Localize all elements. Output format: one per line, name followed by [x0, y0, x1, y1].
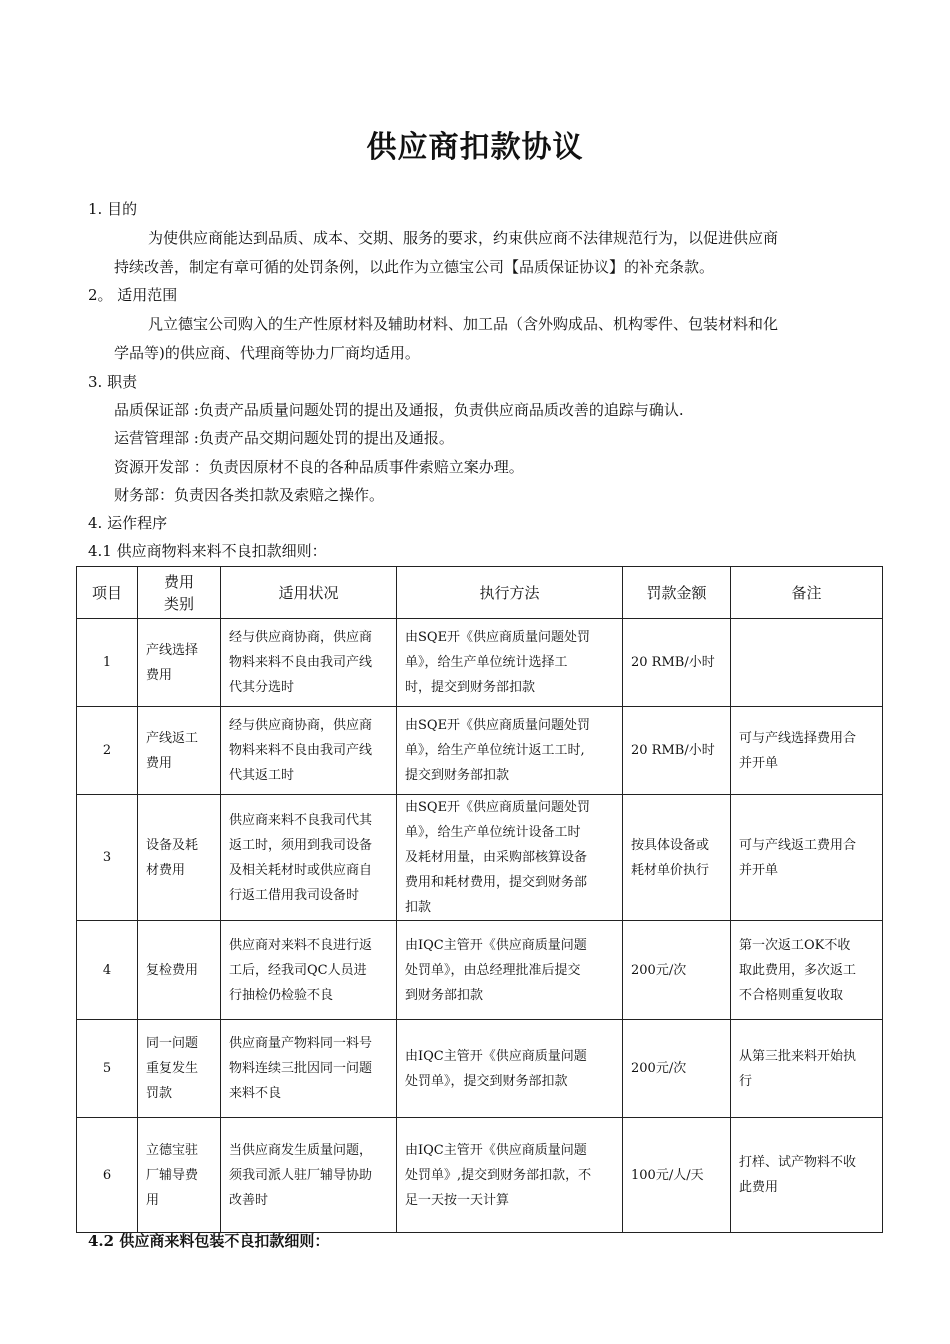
- cell-method-line: 由SQE开《供应商质量问题处罚: [405, 630, 591, 645]
- cell-type-line: 费用: [146, 667, 173, 683]
- cell-amount: [623, 619, 731, 707]
- cell-note-line: 不合格则重复收取: [739, 987, 844, 1003]
- cell-situation-line: 当供应商发生质量问题，: [229, 1142, 373, 1158]
- table-row: [77, 1020, 883, 1118]
- cell-amount-line: 100元/人/天: [631, 1167, 704, 1183]
- cell-type-line: 费用: [146, 755, 173, 771]
- section-3-heading: 3. 职责: [88, 373, 138, 391]
- cell-type: [138, 795, 221, 921]
- section-2-heading: 2。 适用范围: [88, 286, 178, 304]
- cell-method-line: 扣款: [405, 900, 432, 915]
- section-1-text-line-1: 为使供应商能达到品质、成本、交期、服务的要求，约束供应商不法律规范行为，以促进供应商: [148, 229, 779, 247]
- cell-method-line: 处罚单》，提交到财务部扣款: [405, 1073, 568, 1089]
- table-row: [77, 795, 883, 921]
- cell-amount: [623, 795, 731, 921]
- cell-method: [397, 619, 623, 707]
- cell-method-line: 单》，给生产单位统计设备工时: [405, 825, 581, 840]
- cell-note-line: 可与产线选择费用合: [739, 730, 857, 746]
- table-row: [77, 1118, 883, 1233]
- responsibility-quality: 品质保证部 :负责产品质量问题处罚的提出及通报，负责供应商品质改善的追踪与确认.: [114, 401, 684, 419]
- section-2-text-line-2: 学品等)的供应商、代理商等协力厂商均适用。: [114, 344, 420, 362]
- cell-type-line: 复检费用: [146, 962, 199, 978]
- cell-method-line: 费用和耗材费用，提交到财务部: [405, 875, 588, 890]
- cell-note: [731, 1118, 883, 1233]
- cell-type: [138, 619, 221, 707]
- cell-type-line: 同一问题: [146, 1036, 199, 1051]
- cell-note: [731, 707, 883, 795]
- cell-method-line: 处罚单》，由总经理批准后提交: [405, 962, 581, 978]
- cell-situation-line: 来料不良: [229, 1086, 282, 1101]
- document-title: 供应商扣款协议: [366, 130, 584, 165]
- cell-situation-line: 行抽检仍检验不良: [229, 987, 334, 1003]
- cell-situation: [221, 921, 397, 1020]
- cell-no: 4: [77, 921, 138, 1020]
- cell-type-line: 设备及耗: [146, 837, 199, 853]
- cell-amount: [623, 921, 731, 1020]
- section-4-heading: 4. 运作程序: [88, 514, 168, 532]
- cell-situation-line: 返工时，须用到我司设备: [229, 837, 373, 853]
- cell-method: [397, 921, 623, 1020]
- cell-note-line: 第一次返工OK不收: [739, 937, 851, 953]
- cell-method-line: 单》，给生产单位统计返工工时,: [405, 743, 585, 758]
- cell-method-line: 由IQC主管开《供应商质量问题: [405, 937, 587, 953]
- cell-amount-line: 200元/次: [631, 962, 687, 978]
- cell-situation-line: 改善时: [229, 1192, 269, 1208]
- table-body: [77, 619, 883, 1233]
- cell-note: [731, 1020, 883, 1118]
- cell-situation-line: 经与供应商协商，供应商: [229, 718, 373, 733]
- cell-situation-line: 代其分选时: [229, 680, 295, 695]
- cell-situation-line: 须我司派人驻厂辅导协助: [229, 1167, 373, 1183]
- section-2-text-line-1: 凡立德宝公司购入的生产性原材料及辅助材料、加工品（含外购成品、机构零件、包装材料和化: [148, 315, 779, 333]
- header-amount: 罚款金额: [623, 567, 731, 619]
- deduction-table: [76, 566, 883, 1233]
- cell-type: [138, 921, 221, 1020]
- cell-no: 5: [77, 1020, 138, 1118]
- cell-type-line: 罚款: [146, 1086, 173, 1101]
- cell-amount-line: 200元/次: [631, 1061, 687, 1076]
- header-type-line: 类别: [163, 594, 194, 613]
- cell-note-line: 此费用: [739, 1180, 779, 1195]
- cell-note-line: 并开单: [739, 755, 779, 771]
- cell-situation-line: 供应商来料不良我司代其: [229, 812, 373, 828]
- cell-situation-line: 经与供应商协商，供应商: [229, 630, 373, 645]
- cell-situation-line: 物料来料不良由我司产线: [229, 743, 373, 758]
- cell-situation: [221, 707, 397, 795]
- cell-note-line: 从第三批来料开始执: [739, 1048, 857, 1064]
- header-note: 备注: [731, 567, 883, 619]
- cell-method-line: 处罚单》,提交到财务部扣款，不: [405, 1167, 592, 1183]
- cell-situation-line: 供应商对来料不良进行返: [229, 937, 373, 953]
- cell-note-line: 并开单: [739, 862, 779, 878]
- cell-method-line: 时，提交到财务部扣款: [405, 680, 536, 695]
- cell-type-line: 厂辅导费: [146, 1167, 199, 1183]
- cell-type-line: 产线选择: [146, 642, 199, 658]
- cell-note: [731, 921, 883, 1020]
- cell-method-line: 到财务部扣款: [405, 987, 484, 1003]
- cell-method-line: 由IQC主管开《供应商质量问题: [405, 1142, 587, 1158]
- responsibility-finance: 财务部：负责因各类扣款及索赔之操作。: [114, 486, 385, 504]
- cell-type: [138, 1118, 221, 1233]
- cell-situation: [221, 795, 397, 921]
- cell-type-line: 重复发生: [146, 1061, 199, 1076]
- cell-situation-line: 工后，经我司QC人员进: [229, 962, 367, 978]
- cell-amount-line: 耗材单价执行: [631, 862, 710, 878]
- cell-situation-line: 行返工借用我司设备时: [229, 887, 360, 903]
- cell-situation-line: 物料连续三批因同一问题: [229, 1061, 373, 1076]
- cell-situation-line: 代其返工时: [229, 768, 295, 783]
- cell-method: [397, 1118, 623, 1233]
- cell-method-line: 单》，给生产单位统计选择工: [405, 655, 568, 670]
- cell-note: [731, 619, 883, 707]
- section-1-text-line-2: 持续改善，制定有章可循的处罚条例，以此作为立德宝公司【品质保证协议】的补充条款。: [114, 258, 715, 276]
- cell-method-line: 及耗材用量，由采购部核算设备: [405, 850, 588, 865]
- cell-no: 6: [77, 1118, 138, 1233]
- cell-situation: [221, 619, 397, 707]
- cell-method-line: 由SQE开《供应商质量问题处罚: [405, 718, 591, 733]
- cell-method-line: 提交到财务部扣款: [405, 768, 510, 783]
- cell-situation: [221, 1020, 397, 1118]
- cell-situation: [221, 1118, 397, 1233]
- cell-amount: [623, 1118, 731, 1233]
- cell-type: [138, 707, 221, 795]
- table-row: [77, 707, 883, 795]
- cell-type-line: 产线返工: [146, 730, 199, 746]
- cell-method: [397, 707, 623, 795]
- cell-method: [397, 1020, 623, 1118]
- section-1-heading: 1. 目的: [88, 200, 138, 218]
- cell-amount-line: 20 RMB/小时: [631, 743, 715, 758]
- cell-type-line: 材费用: [146, 862, 186, 878]
- cell-note-line: 可与产线返工费用合: [739, 837, 857, 853]
- cell-note-line: 打样、试产物料不收: [739, 1155, 857, 1170]
- header-no: 项目: [77, 567, 138, 619]
- table-header-row: [77, 567, 883, 619]
- header-situation: 适用状况: [221, 567, 397, 619]
- cell-amount: [623, 1020, 731, 1118]
- header-method: 执行方法: [397, 567, 623, 619]
- cell-amount: [623, 707, 731, 795]
- cell-no: 3: [77, 795, 138, 921]
- cell-method-line: 由SQE开《供应商质量问题处罚: [405, 800, 591, 815]
- cell-method-line: 足一天按一天计算: [405, 1192, 510, 1208]
- table-row: [77, 619, 883, 707]
- cell-method-line: 由IQC主管开《供应商质量问题: [405, 1048, 587, 1064]
- header-type: [138, 567, 221, 619]
- section-4-2-heading: 4.2 供应商来料包装不良扣款细则：: [88, 1232, 330, 1250]
- section-4-1-heading: 4.1 供应商物料来料不良扣款细则：: [88, 542, 327, 560]
- responsibility-resources: 资源开发部 ：负责因原材不良的各种品质事件索赔立案办理。: [114, 458, 524, 476]
- responsibility-operations: 运营管理部 :负责产品交期问题处罚的提出及通报。: [114, 429, 454, 447]
- cell-type: [138, 1020, 221, 1118]
- table-row: [77, 921, 883, 1020]
- cell-situation-line: 物料来料不良由我司产线: [229, 655, 373, 670]
- cell-note-line: 取此费用，多次返工: [739, 962, 857, 978]
- cell-situation-line: 供应商量产物料同一料号: [229, 1036, 373, 1051]
- cell-amount-line: 按具体设备或: [631, 837, 710, 853]
- cell-note: [731, 795, 883, 921]
- cell-method: [397, 795, 623, 921]
- cell-type-line: 用: [146, 1192, 160, 1208]
- header-type-line: 费用: [163, 572, 194, 591]
- cell-no: 1: [77, 619, 138, 707]
- cell-situation-line: 及相关耗材时或供应商自: [229, 862, 373, 878]
- cell-note-line: 行: [739, 1073, 753, 1089]
- cell-no: 2: [77, 707, 138, 795]
- cell-amount-line: 20 RMB/小时: [631, 655, 715, 670]
- cell-type-line: 立德宝驻: [146, 1142, 199, 1158]
